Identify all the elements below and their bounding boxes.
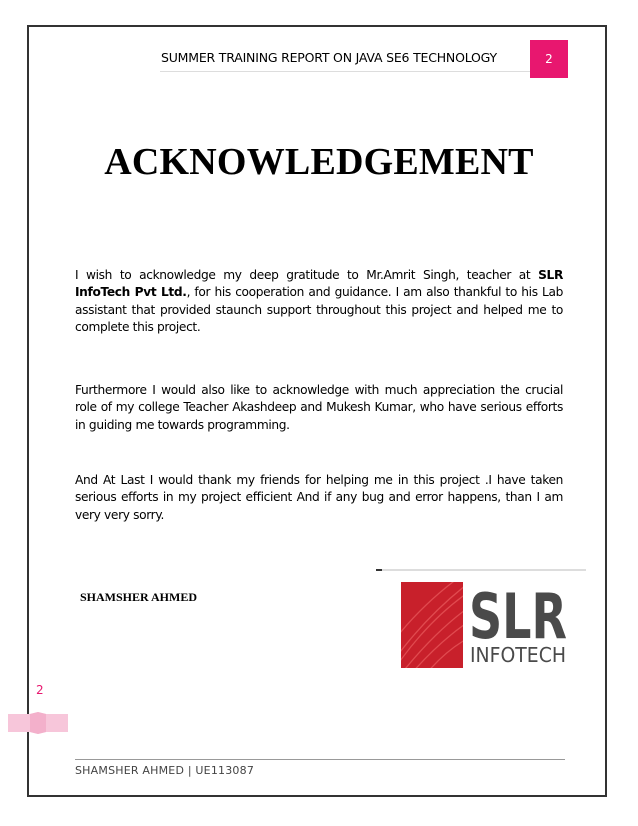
page-number-badge xyxy=(530,40,568,78)
paragraph-2: Furthermore I would also like to acknowledge with much appreciation the crucial role of my college Teacher Akashdeep and Mukesh Kumar, who have serious efforts in guiding me towards programming. xyxy=(75,383,563,432)
page-title: ACKNOWLEDGEMENT xyxy=(104,141,534,183)
paragraph-3: And At Last I would thank my friends for helping me in this project .I have taken serious efforts in my project efficient And if any bug and error happens, than I am very very sorry. xyxy=(75,473,563,522)
header-title: SUMMER TRAINING REPORT ON JAVA SE6 TECHNOLOGY xyxy=(161,50,497,65)
footer-divider xyxy=(75,759,565,760)
paragraph-1-text-a: I wish to acknowledge my deep gratitude to Mr.Amrit Singh, teacher at xyxy=(75,268,539,282)
header-divider xyxy=(160,71,530,72)
logo-subtitle: INFOTECH xyxy=(470,643,566,667)
logo-brand: SLR xyxy=(469,580,567,653)
pink-ribbon-icon xyxy=(8,712,68,734)
page-number: 2 xyxy=(545,52,553,66)
paragraph-1-text-b: , for his cooperation and guidance. I am also thankful to his Lab assistant that provided staunch support throughout this project and helped me to complete this project. xyxy=(75,285,563,334)
signature-name: SHAMSHER AHMED xyxy=(80,590,198,604)
footer-text: SHAMSHER AHMED | UE113087 xyxy=(75,764,255,777)
slr-infotech-logo xyxy=(401,574,571,674)
logo-divider xyxy=(376,569,586,571)
side-page-number: 2 xyxy=(36,683,44,697)
company-name: SLR InfoTech Pvt Ltd. xyxy=(75,268,563,300)
paragraph-1 xyxy=(75,267,563,336)
